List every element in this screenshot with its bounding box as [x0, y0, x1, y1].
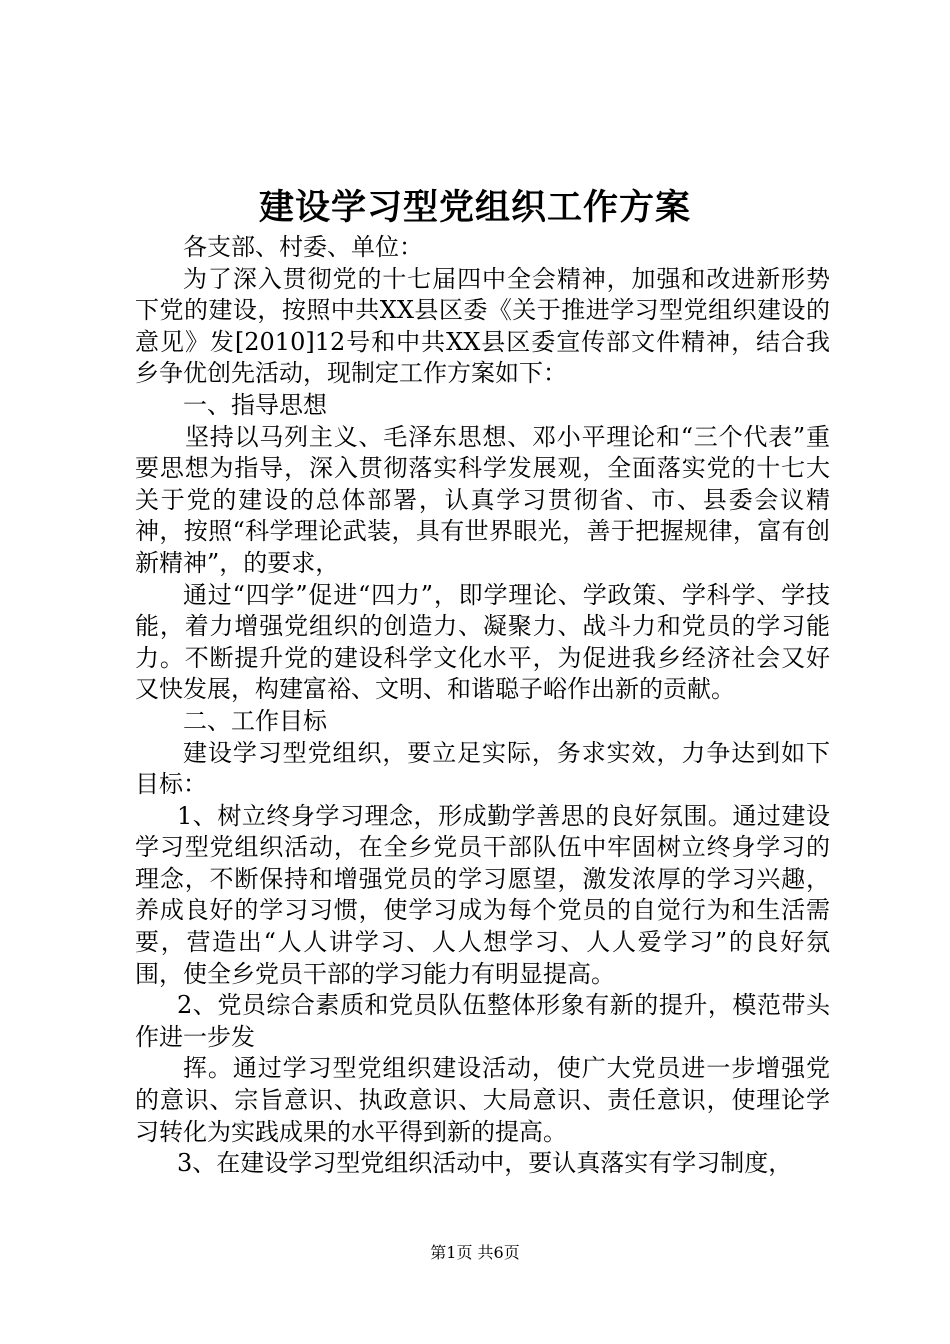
paragraph-guiding-ideology: 坚持以马列主义、毛泽东思想、邓小平理论和“三个代表”重要思想为指导，深入贯彻落实科学发展观，全面落实党的十七大关于党的建设的总体部署，认真学习贯彻省、市、县委会议精神，按照“科学理论武装，具有世界眼光，善于把握规律，富有创新精神”，的要求，	[135, 422, 830, 577]
section-heading-work-goals: 二、工作目标	[183, 706, 327, 735]
document-title: 建设学习型党组织工作方案	[258, 187, 691, 228]
section-heading-guiding-ideology: 一、指导思想	[183, 390, 327, 419]
paragraph-goal-2: 2、党员综合素质和党员队伍整体形象有新的提升，模范带头作进一步发	[135, 991, 830, 1051]
paragraph-intro: 为了深入贯彻党的十七届四中全会精神，加强和改进新形势下党的建设，按照中共XX县区委《关于推进学习型党组织建设的意见》发[2010]12号和中共XX县区委宣传部文件精神，结合我乡争优创先活动，现制定工作方案如下：	[135, 264, 830, 388]
paragraph-four-studies: 通过“四学”促进“四力”，即学理论、学政策、学科学、学技能，着力增强党组织的创造力、凝聚力、战斗力和党员的学习能力。不断提升党的建设科学文化水平，为促进我乡经济社会又好又快发展，构建富裕、文明、和谐聪子峪作出新的贡献。	[135, 580, 830, 704]
paragraph-goal-3: 3、在建设学习型党组织活动中，要认真落实有学习制度，	[177, 1149, 793, 1178]
page-footer: 第1页 共6页	[430, 1243, 520, 1262]
paragraph-goal-1: 1、树立终身学习理念，形成勤学善思的良好氛围。通过建设学习型党组织活动，在全乡党员干部队伍中牢固树立终身学习的理念，不断保持和增强党员的学习愿望，激发浓厚的学习兴趣，养成良好的学习习惯，使学习成为每个党员的自觉行为和生活需要，营造出“人人讲学习、人人想学习、人人爱学习”的良好氛围，使全乡党员干部的学习能力有明显提高。	[135, 801, 830, 988]
paragraph-goal-2-continued: 挥。通过学习型党组织建设活动，使广大党员进一步增强党的意识、宗旨意识、执政意识、大局意识、责任意识，使理论学习转化为实践成果的水平得到新的提高。	[135, 1054, 830, 1146]
salutation: 各支部、村委、单位：	[183, 233, 423, 261]
paragraph-goals-intro: 建设学习型党组织，要立足实际，务求实效，力争达到如下目标：	[135, 738, 830, 799]
document-body	[135, 232, 830, 1180]
